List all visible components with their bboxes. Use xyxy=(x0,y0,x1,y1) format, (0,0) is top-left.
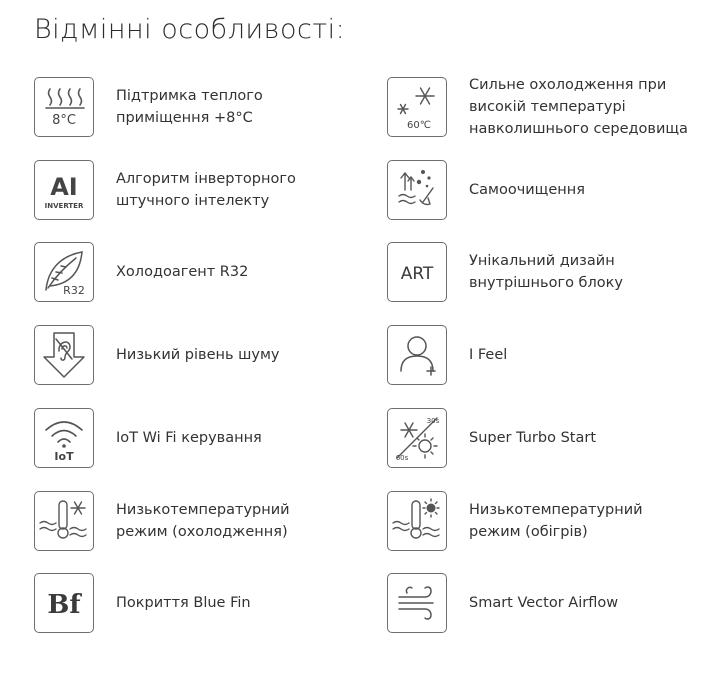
feature-label: Smart Vector Airflow xyxy=(469,595,619,611)
feature-label: Підтримка теплого приміщення +8°С xyxy=(116,88,263,126)
high-temp-cooling-icon xyxy=(387,77,447,137)
art-icon xyxy=(387,242,447,302)
blue-fin-icon xyxy=(34,573,94,633)
feature-label: IoT Wi Fi керування xyxy=(116,430,262,446)
page-title: Відмінні особливості: xyxy=(34,14,346,45)
low-temp-heating-icon xyxy=(387,491,447,551)
feature-label: Низькотемпературний режим (обігрів) xyxy=(469,502,643,540)
feature-warm-room xyxy=(34,76,263,138)
svg-text:8°C: 8°C xyxy=(52,113,76,128)
svg-text:IoT: IoT xyxy=(54,450,74,463)
feature-low-temp-heating xyxy=(387,490,643,552)
feature-blue-fin xyxy=(34,572,251,634)
airflow-icon xyxy=(387,573,447,633)
svg-text:R32: R32 xyxy=(63,284,85,297)
feature-label: Холодоагент R32 xyxy=(116,264,249,280)
feature-ai-inverter xyxy=(34,159,296,221)
svg-text:60s: 60s xyxy=(395,454,409,462)
feature-self-clean xyxy=(387,159,585,221)
svg-text:30s: 30s xyxy=(426,417,440,425)
feature-label: Сильне охолодження при високій температурі навколишнього середовища xyxy=(469,77,688,137)
feature-iot-wifi xyxy=(34,407,262,469)
ai-inverter-icon xyxy=(34,160,94,220)
iot-wifi-icon xyxy=(34,408,94,468)
svg-text:AI: AI xyxy=(50,173,78,201)
feature-low-temp-cooling xyxy=(34,490,290,552)
feature-label: Низькотемпературний режим (охолодження) xyxy=(116,502,290,540)
feature-label: Алгоритм інверторного штучного інтелекту xyxy=(116,171,296,209)
feature-label: I Feel xyxy=(469,347,508,363)
turbo-start-icon xyxy=(387,408,447,468)
feature-label: Унікальний дизайн внутрішнього блоку xyxy=(469,253,623,291)
svg-text:INVERTER: INVERTER xyxy=(44,202,84,210)
feature-r32 xyxy=(34,241,248,303)
feature-high-temp-cooling xyxy=(387,76,719,138)
leaf-r32-icon xyxy=(34,242,94,302)
feature-low-noise xyxy=(34,324,280,386)
svg-text:60℃: 60℃ xyxy=(407,120,431,131)
feature-label: Самоочищення xyxy=(469,182,585,198)
i-feel-icon xyxy=(387,325,447,385)
low-temp-cooling-icon xyxy=(34,491,94,551)
feature-super-turbo xyxy=(387,407,596,469)
feature-label: Super Turbo Start xyxy=(469,430,597,446)
svg-text:ART: ART xyxy=(400,264,434,284)
svg-text:Bf: Bf xyxy=(47,590,81,620)
feature-i-feel xyxy=(387,324,507,386)
feature-smart-airflow xyxy=(387,572,618,634)
feature-label: Низький рівень шуму xyxy=(116,347,280,363)
feature-art-design xyxy=(387,241,623,303)
self-clean-icon xyxy=(387,160,447,220)
feature-label: Покриття Blue Fin xyxy=(116,595,251,611)
warm-8c-icon xyxy=(34,77,94,137)
low-noise-icon xyxy=(34,325,94,385)
